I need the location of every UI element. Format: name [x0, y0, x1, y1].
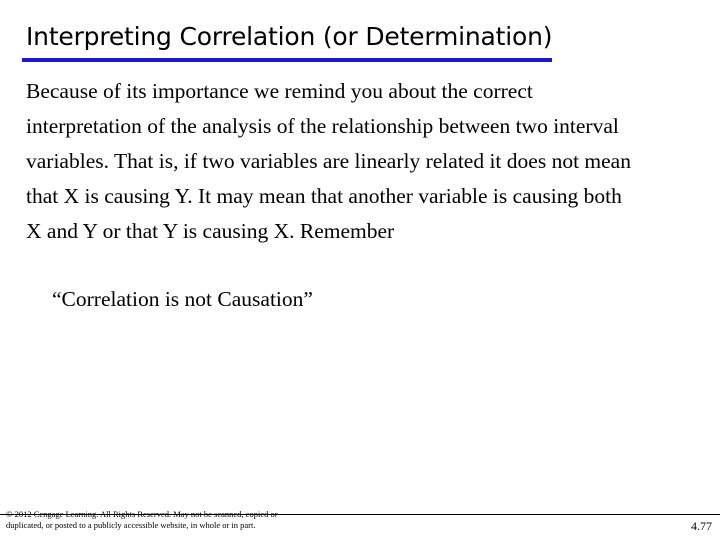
page-number: 4.77	[691, 519, 712, 533]
copyright-line: © 2012 Cengage Learning. All Rights Reserved. May not be scanned, copied or	[6, 509, 278, 519]
body-line: variables. That is, if two variables are linearly related it does not mean	[26, 149, 631, 173]
slide-title: Interpreting Correlation (or Determination)	[26, 22, 553, 51]
copyright-notice	[6, 509, 336, 531]
body-line: X and Y or that Y is causing X. Remember	[26, 219, 395, 243]
title-underline	[22, 58, 552, 62]
body-text	[26, 74, 706, 249]
body-line: Because of its importance we remind you about the correct	[26, 79, 533, 103]
body-line: that X is causing Y. It may mean that another variable is causing both	[26, 184, 622, 208]
body-line: interpretation of the analysis of the relationship between two interval	[26, 114, 619, 138]
copyright-line: duplicated, or posted to a publicly accessible website, in whole or in part.	[6, 520, 256, 530]
quote-text: “Correlation is not Causation”	[52, 287, 313, 311]
